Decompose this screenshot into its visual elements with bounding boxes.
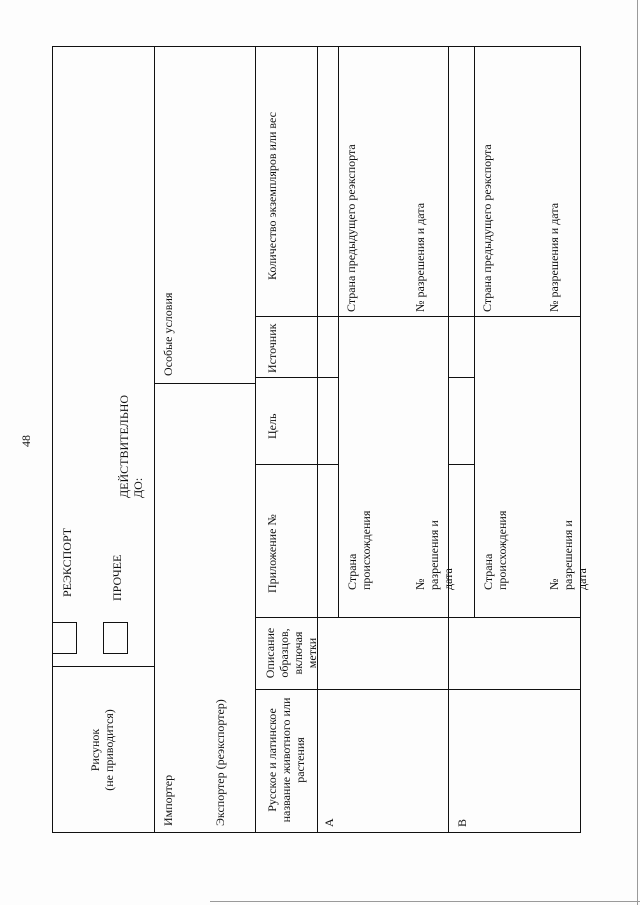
row-a-origin-country: Страна происхождения [345, 510, 373, 590]
special-conditions-label: Особые условия [161, 292, 175, 376]
page-number: 48 [19, 435, 33, 447]
picture-cell-divider [52, 666, 154, 667]
table-border-right [580, 46, 581, 833]
header-divider [154, 46, 155, 833]
reexport-label: РЕЭКСПОРТ [60, 527, 74, 597]
species-name-header: Русское и латинское название животного или растения [265, 697, 307, 823]
col-sep-purpose-a [255, 377, 338, 378]
col-sep-appendix-a [255, 464, 338, 465]
row-a-prev-reexport-country: Страна предыдущего реэкспорта [344, 144, 358, 312]
row-a-origin-permit: № разрешения и дата [413, 520, 455, 590]
col-sep-description [255, 617, 581, 618]
row-b-letter: B [455, 818, 469, 827]
col-sep-appendix-b [448, 464, 474, 465]
other-checkbox[interactable] [103, 622, 128, 654]
picture-label: Рисунок (не приводится) [88, 709, 116, 791]
exporter-label: Экспортер (реэкспортер) [213, 699, 227, 826]
reexport-checkbox[interactable] [52, 622, 77, 654]
purpose-header: Цель [265, 413, 279, 439]
appendix-no-header: Приложение № [265, 514, 279, 593]
row-b-origin-country: Страна происхождения [481, 510, 509, 590]
parties-cell-divider [154, 383, 255, 384]
row-b-origin-permit: № разрешения и дата [547, 520, 589, 590]
other-label: ПРОЧЕЕ [110, 554, 124, 601]
source-header: Источник [265, 323, 279, 373]
row-a-b-divider [448, 46, 449, 833]
description-header: Описание образцов, включая метки [263, 627, 319, 679]
columns-header-top-line [255, 46, 256, 833]
col-sep-source [255, 316, 581, 317]
row-b-prev-reexport-permit: № разрешения и дата [547, 202, 561, 312]
row-b-inner-line [474, 46, 475, 617]
valid-until-label: ДЕЙСТВИТЕЛЬНО ДО: [117, 394, 145, 498]
row-a-prev-reexport-permit: № разрешения и дата [413, 202, 427, 312]
col-sep-purpose-b [448, 377, 474, 378]
row-a-letter: A [322, 818, 336, 827]
row-a-inner-line [338, 46, 339, 617]
quantity-header: Количество экземпляров или вес [265, 112, 279, 280]
columns-header-bottom-line [317, 46, 318, 833]
row-b-prev-reexport-country: Страна предыдущего реэкспорта [480, 144, 494, 312]
table-border-left [52, 46, 53, 833]
importer-label: Импортер [161, 774, 175, 826]
